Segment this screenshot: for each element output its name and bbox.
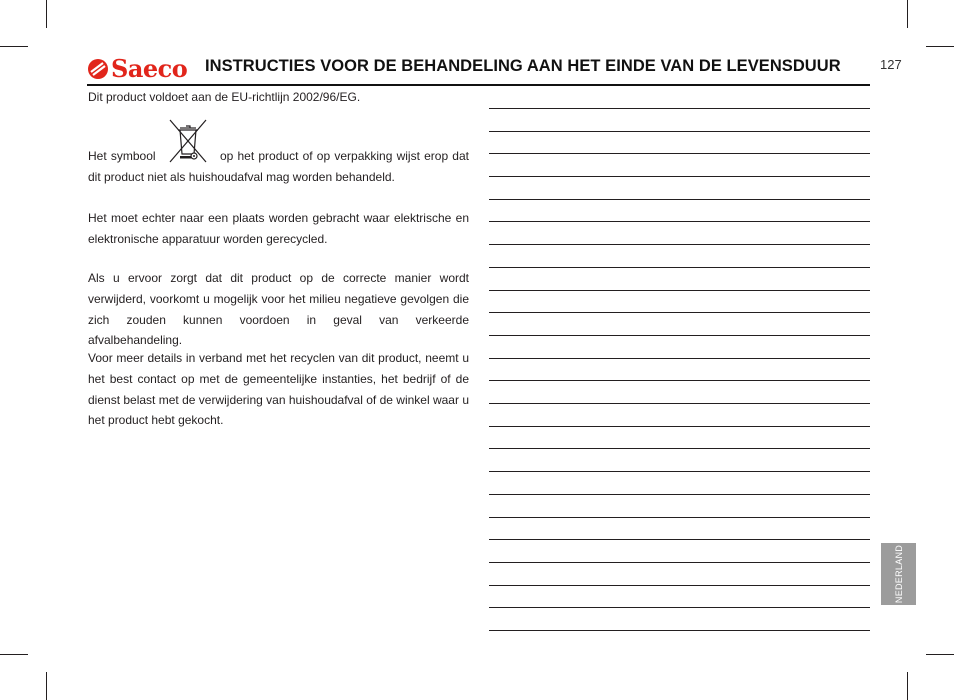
note-line: [489, 539, 870, 540]
crop-mark: [926, 46, 954, 47]
note-line: [489, 290, 870, 291]
paragraph-contact: Voor meer details in verband met het recyclen van dit product, neemt u het best contact op met de gemeentelijke instanties, het bedrijf of de dienst belast met de verwijdering van huishoudafval of de winkel waar u het product hebt gekocht.: [88, 351, 469, 428]
note-line: [489, 426, 870, 427]
crop-mark: [0, 654, 28, 655]
note-line: [489, 494, 870, 495]
paragraph-symbol: [88, 116, 469, 188]
note-line: [489, 108, 870, 109]
symbol-text-after: op het product of op verpakking wijst erop dat dit product niet als huishoudafval mag worden behandeld.: [88, 149, 469, 184]
note-line: [489, 267, 870, 268]
saeco-logo: [87, 54, 199, 84]
note-line: [489, 403, 870, 404]
crop-mark: [907, 0, 908, 28]
note-line: [489, 199, 870, 200]
note-line: [489, 471, 870, 472]
note-line: [489, 244, 870, 245]
note-line: [489, 153, 870, 154]
brand-name: Saeco: [111, 54, 188, 83]
note-line: [489, 335, 870, 336]
directive-statement: Dit product voldoet aan de EU-richtlijn 2002/96/EG.: [88, 90, 361, 104]
note-line: [489, 131, 870, 132]
crop-mark: [0, 46, 28, 47]
saeco-emblem-icon: [87, 58, 109, 80]
note-line: [489, 585, 870, 586]
note-line: [489, 517, 870, 518]
note-line: [489, 607, 870, 608]
note-line: [489, 448, 870, 449]
crossed-out-wheelie-bin-icon: [164, 116, 212, 164]
crop-mark: [907, 672, 908, 700]
page-number: 127: [880, 57, 902, 72]
note-line: [489, 630, 870, 631]
note-line: [489, 312, 870, 313]
paragraph-recycling: Het moet echter naar een plaats worden gebracht waar elektrische en elektronische apparatuur worden gerecycled.: [88, 211, 469, 246]
language-label: NEDERLAND: [893, 544, 904, 604]
note-line: [489, 358, 870, 359]
note-line: [489, 176, 870, 177]
note-line: [489, 380, 870, 381]
paragraph-environment: Als u ervoor zorgt dat dit product op de correcte manier wordt verwijderd, voorkomt u mogelijk voor het milieu negatieve gevolgen die zich zouden kunnen voordoen in geval van verkeerde afvalbehandeling.: [88, 271, 469, 348]
note-line: [489, 562, 870, 563]
header-rule: [87, 84, 870, 86]
crop-mark: [46, 0, 47, 28]
crop-mark: [46, 672, 47, 700]
note-line: [489, 221, 870, 222]
language-tab: [881, 543, 916, 605]
crop-mark: [926, 654, 954, 655]
page-title: INSTRUCTIES VOOR DE BEHANDELING AAN HET EINDE VAN DE LEVENSDUUR: [205, 57, 841, 75]
symbol-text-before: Het symbool: [88, 149, 156, 163]
